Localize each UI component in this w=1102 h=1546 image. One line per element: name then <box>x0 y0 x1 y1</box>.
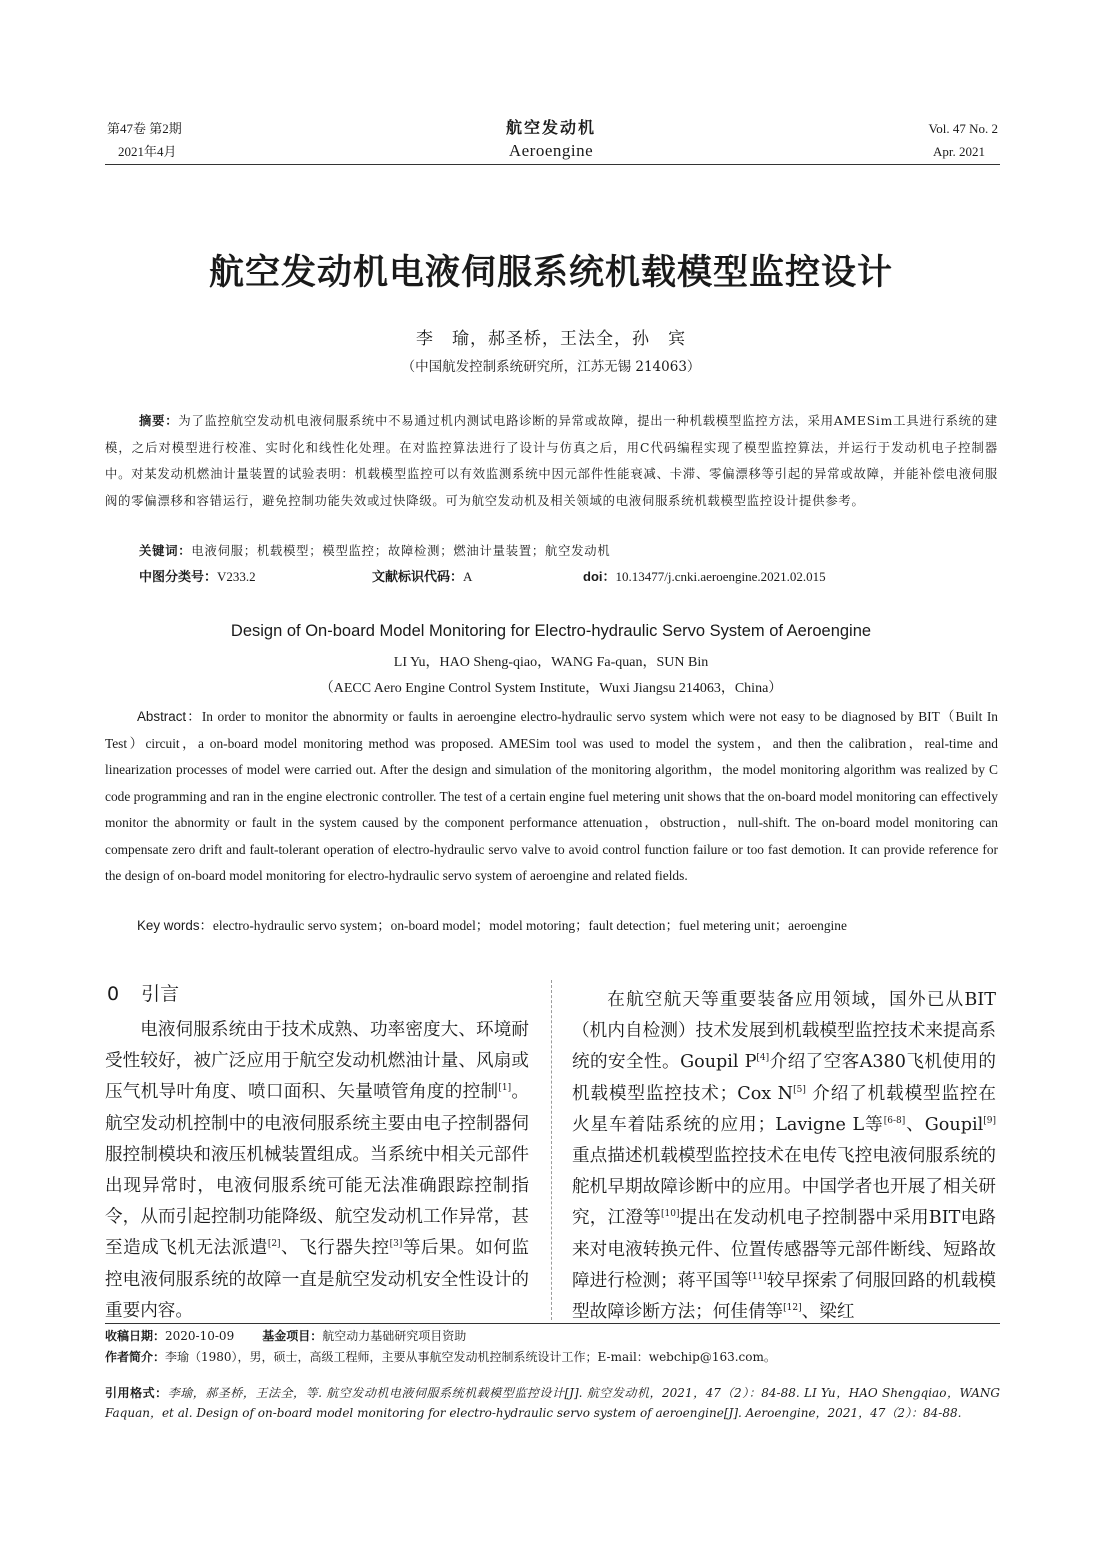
citation-ref-5[interactable]: [5] <box>793 1084 806 1095</box>
author-info-label: 作者简介： <box>105 1350 166 1364</box>
clc-value: V233.2 <box>217 569 256 584</box>
journal-title-cn: 航空发动机 <box>505 118 596 137</box>
abstract-en-label: Abstract： <box>137 709 202 724</box>
intro-paragraph-2: 在航空航天等重要装备应用领域，国外已从BIT（机内自检测）技术发展到机载模型监控技术来提高系统的安全性。Goupil P[4]介绍了空客A380飞机使用的机载模型监控技术；Cox N[5] 介绍了机载模型监控在火星车着陆系统的应用；Lavigne L等[6-8]、Goupil[9]重点描述机载模型监控技术在电传飞控电液伺服系统的舵机早期故障诊断中的应用。中国学者也开展了相关研究，江澄等[10]提出在发动机电子控制器中采用BIT电路来对电液转换元件、位置传感器等元部件断线、短路故障进行检测；蒋平国等[11]较早探索了伺服回路的机载模型故障诊断方法；何佳倩等[12]、梁红 <box>572 990 997 1323</box>
citation-ref-6-8[interactable]: [6-8] <box>883 1115 906 1126</box>
abstract-en-text: In order to monitor the abnormity or faults in aeroengine electro-hydraulic servo system which were not easy to be diagnosed by BIT（Built In Test）circuit，a on-board model monitoring method was proposed. AMESim tool was used to model the system，and then the calibration，real-time and linearization processes of model were carried out. After the design and simulation of the monitoring algorithm，the model monitoring algorithm was realized by C code programming and ran in the engine electronic controller. The test of a certain engine fuel metering unit shows that the on-board model monitoring can effectively monitor the abnormity or fault in the system caused by the component performance attenuation，obstruction，null-shift. The on-board model monitoring can compensate zero drift and fault-tolerant operation of electro-hydraulic servo valve to avoid control function failure or too fast demotion. It can provide reference for the design of on-board model monitoring for electro-hydraulic servo system of aeroengine and related fields. <box>105 709 998 883</box>
keywords-cn <box>105 538 998 565</box>
citation-ref-2[interactable]: [2] <box>267 1239 281 1250</box>
paper-title-cn: 航空发动机电液伺服系统机载模型监控设计 <box>208 252 893 293</box>
author-info-value: 李瑜（1980），男，硕士，高级工程师，主要从事航空发动机控制系统设计工作；E-mail：webchip@163.com。 <box>165 1350 776 1364</box>
citation-ref-9[interactable]: [9] <box>983 1115 996 1126</box>
classification-line <box>139 564 999 591</box>
column-divider <box>551 980 552 1320</box>
received-label: 收稿日期： <box>105 1329 166 1343</box>
citation-ref-12[interactable]: [12] <box>783 1303 802 1314</box>
footnote-rule <box>105 1323 1000 1324</box>
section-number: 0 <box>107 983 120 1005</box>
authors-en: LI Yu，HAO Sheng-qiao，WANG Fa-quan，SUN Bin <box>393 655 709 670</box>
abstract-cn <box>105 408 998 514</box>
section-heading <box>107 979 179 1006</box>
fund-label: 基金项目： <box>262 1329 323 1343</box>
received-value: 2020-10-09 <box>165 1329 235 1343</box>
header-volume: 第47卷 第2期 <box>107 121 182 136</box>
affiliation-en: （AECC Aero Engine Control System Institute，Wuxi Jiangsu 214063，China） <box>319 681 783 696</box>
citation-ref-3[interactable]: [3] <box>389 1239 403 1250</box>
paper-title-en: Design of On-board Model Monitoring for Electro-hydraulic Servo System of Aeroengine <box>230 622 872 640</box>
section-title: 引言 <box>141 983 180 1005</box>
keywords-en <box>105 913 998 940</box>
citation-text: 李瑜，郝圣桥，王法全，等. 航空发动机电液伺服系统机载模型监控设计[J]. 航空发动机，2021，47（2）：84-88. LI Yu，HAO Shengqiao，WANG Faquan，et al. Design of on-board model monitoring for electro-hydraulic servo system of aeroengine[J]. Aeroengine，2021，47（2）：84-88. <box>105 1386 1000 1420</box>
citation-ref-1[interactable]: [1] <box>498 1083 512 1094</box>
keywords-en-text: electro-hydraulic servo system；on-board model；model motoring；fault detection；fuel metering unit；aeroengine <box>212 918 847 933</box>
keywords-en-label: Key words： <box>137 918 213 933</box>
doi-label: doi： <box>583 569 616 584</box>
doi-value[interactable]: 10.13477/j.cnki.aeroengine.2021.02.015 <box>615 569 826 584</box>
footnote-author <box>105 1347 1000 1368</box>
abstract-cn-text: 为了监控航空发动机电液伺服系统中不易通过机内测试电路诊断的异常或故障，提出一种机载模型监控方法，采用AMESim工具进行系统的建模，之后对模型进行校准、实时化和线性化处理。在对监控算法进行了设计与仿真之后，用C代码编程实现了模型监控算法，并运行于发动机电子控制器中。对某发动机燃油计量装置的试验表明：机载模型监控可以有效监测系统中因元部件性能衰减、卡滞、零偏漂移等引起的异常或故障，并能补偿电液伺服阀的零偏漂移和容错运行，避免控制功能失效或过快降级。可为航空发动机及相关领域的电液伺服系统机载模型监控设计提供参考。 <box>105 414 999 508</box>
citation-ref-4[interactable]: [4] <box>756 1053 770 1064</box>
header-rule <box>105 164 1000 165</box>
header-date-en: Apr. 2021 <box>933 144 985 159</box>
citation-label: 引用格式： <box>105 1386 168 1400</box>
body-right-column <box>572 985 996 1328</box>
citation-ref-10[interactable]: [10] <box>660 1209 680 1220</box>
doc-code-value: A <box>463 569 473 584</box>
affiliation-cn: （中国航发控制系统研究所，江苏无锡 214063） <box>401 359 701 375</box>
clc-label: 中图分类号： <box>139 569 218 584</box>
journal-title-en: Aeroengine <box>508 141 594 160</box>
footnote-dates <box>105 1326 1000 1347</box>
body-left-column <box>105 1015 529 1327</box>
authors-cn: 李 瑜，郝圣桥，王法全，孙 宾 <box>416 329 686 349</box>
intro-paragraph-1: 电液伺服系统由于技术成熟、功率密度大、环境耐受性较好，被广泛应用于航空发动机燃油计量、风扇或压气机导叶角度、喷口面积、矢量喷管角度的控制[1]。航空发动机控制中的电液伺服系统主要由电子控制器伺服控制模块和液压机械装置组成。当系统中相关元部件出现异常时，电液伺服系统可能无法准确跟踪控制指令，从而引起控制功能降级、航空发动机工作异常，甚至造成飞机无法派遣[2]、飞行器失控[3]等后果。如何监控电液伺服系统的故障一直是航空发动机安全性设计的重要内容。 <box>105 1020 529 1321</box>
header-vol-en: Vol. 47 No. 2 <box>928 121 998 136</box>
abstract-cn-label: 摘要： <box>139 414 179 428</box>
keywords-cn-text: 电液伺服；机载模型；模型监控；故障检测；燃油计量装置；航空发动机 <box>191 544 611 558</box>
abstract-en <box>105 704 998 890</box>
keywords-cn-label: 关键词： <box>139 544 192 558</box>
fund-value: 航空动力基础研究项目资助 <box>322 1329 467 1343</box>
citation-format <box>105 1384 1000 1423</box>
citation-ref-11[interactable]: [11] <box>748 1271 767 1282</box>
doc-code-label: 文献标识代码： <box>372 569 464 584</box>
header-date-cn: 2021年4月 <box>118 144 177 159</box>
